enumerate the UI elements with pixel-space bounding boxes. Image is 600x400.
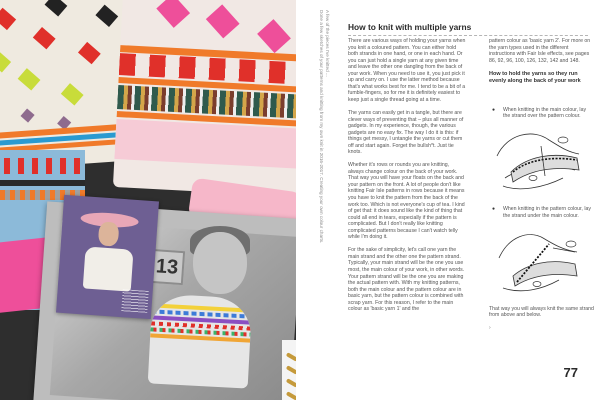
knit-motif	[21, 108, 35, 122]
hands-knitting-icon	[493, 126, 589, 194]
body-paragraph: Whether it's rows or rounds you are knitting, always change colour on the back of your work. That way you will have your floats on the back and your pattern on the front. A lot of people don't like knitting Fair Isle patterns in rows because it means you have to knit the pattern from the back of the work too. Which is not everyone's cup of tea. I kind of get that: it does sound like the kind of thing that could all end in tears, especially if the pattern is complicated. But I don't really like knitting complicated patterns because I can't watch telly while I'm doing it.	[348, 162, 465, 241]
body-paragraph: For the sake of simplicity, let's call one yarn the main strand and the other one the pattern strand. Typically, your main strand will be the one you use most, the main colour of your work, in other words. Your pattern strand will be the one you are making the actual pattern with. With my knitting patterns, both the main colour and the pattern colour are in basic yarn, but the pattern colour is combined with scrap yarn. For this reason, I refer to the main colour as 'basic yarn 1' and the	[348, 247, 465, 313]
number-card: 13	[149, 249, 185, 285]
continue-arrow-icon: ›	[489, 325, 491, 332]
text-column-2	[489, 38, 594, 332]
knit-motif	[0, 8, 16, 30]
knit-motif	[78, 42, 101, 64]
caption-line: Done a few sketches of your patterns and knitting from my own knit in 2016-2017. Creating your own colour charts.	[319, 10, 324, 244]
knit-stripe	[0, 158, 85, 174]
knit-motif	[257, 19, 291, 53]
knitted-swatch-pink-orange	[113, 0, 296, 197]
knit-stripe	[0, 180, 85, 186]
knit-motif	[45, 0, 68, 16]
knit-stripe	[114, 119, 296, 169]
bullet-item: ● When knitting in the main colour, lay the strand over the pattern colour.	[489, 107, 594, 120]
text-column-1	[348, 38, 466, 319]
knit-motif	[206, 4, 240, 38]
knit-motif	[95, 5, 118, 27]
caption-line: A few of the pieces I've knitted ...	[325, 10, 330, 77]
illustration-hands-pattern-colour	[493, 226, 589, 294]
body-paragraph: That way you will always knit the same strand from above and below.	[489, 305, 594, 319]
child-face	[193, 232, 247, 294]
knit-motif	[61, 83, 84, 105]
photo-caption-text	[121, 289, 148, 313]
page-heading: How to knit with multiple yarns	[348, 22, 588, 36]
knit-motif	[33, 27, 56, 49]
hands-knitting-icon	[493, 226, 589, 294]
girl-sweater	[83, 246, 134, 291]
girl-face	[98, 221, 120, 246]
photo-page	[0, 0, 296, 400]
child-fair-isle-sweater	[148, 293, 253, 388]
knit-motif	[156, 0, 190, 28]
photo-caption-vertical	[308, 10, 330, 255]
page-number: 77	[563, 365, 578, 380]
text-page	[348, 18, 594, 388]
knit-motif	[18, 68, 41, 90]
illustration-hands-main-colour	[493, 126, 589, 194]
body-paragraph: There are various ways of holding your yarns when you knit a coloured pattern. You can either hold both strands in one hand, or one in each hand. Or you can just hold a single yarn at any given time and leave the other one dangling from the back of your work. When you need to use it, you just pick it up and carry on. I use the latter method because that's what works best for me. I tend to be a bit of a fumble-fingers, so for me it is definitely easiest to keep just a single thread going at a time.	[348, 38, 466, 103]
knit-motif	[0, 50, 11, 72]
color-photo-girl-with-doll	[56, 195, 159, 319]
body-paragraph: pattern colour as 'basic yarn 2'. For more on the yarn types used in the different instructions with Fair Isle effects, see pages 86, 92, 96, 100, 126, 132, 142 and 148.	[489, 38, 591, 64]
body-paragraph: The yarns can easily get in a tangle, but there are clever ways of preventing that – plus all manner of gadgets. In my experience, though, the various gadgets are no easy fix. The way I do it is this: if things get messy, I untangle the yarns or cut them off and start again. Forget the bullsh*t. Just tie knots.	[348, 109, 464, 156]
bullet-item: ● When knitting in the pattern colour, lay the strand under the main colour.	[489, 206, 594, 219]
subheading: How to hold the yarns so they run evenly along the back of your work	[489, 70, 581, 84]
